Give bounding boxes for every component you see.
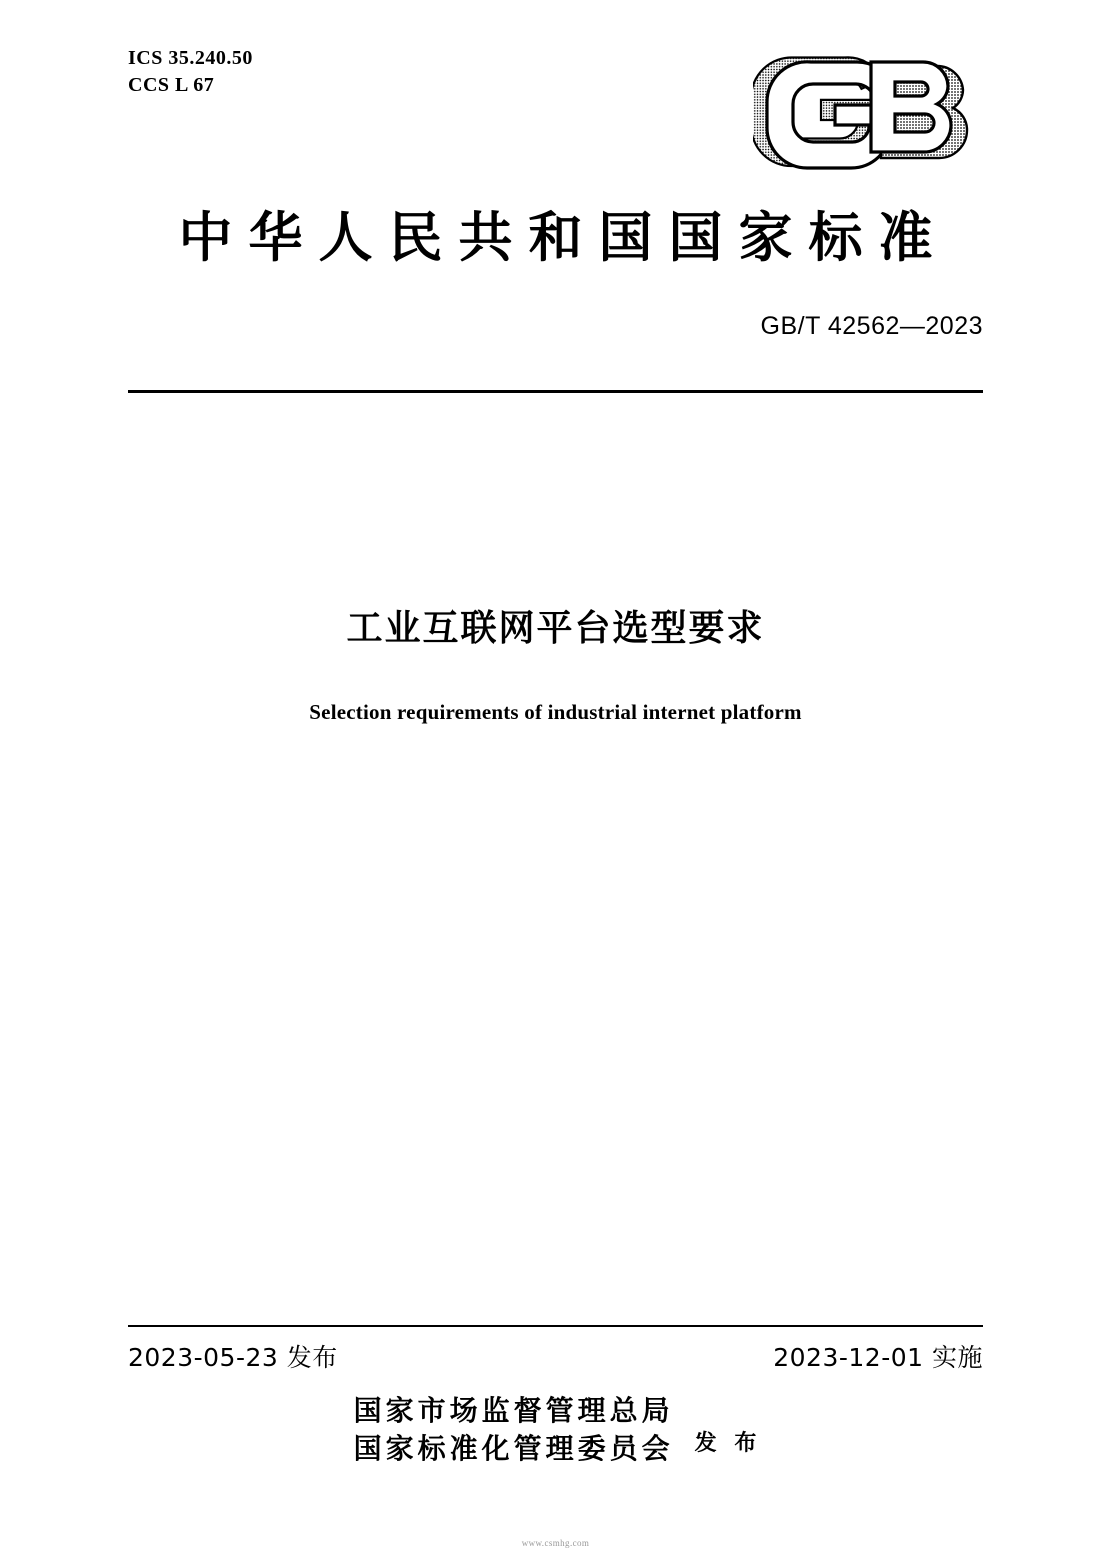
- ccs-code: CCS L 67: [128, 74, 215, 96]
- document-title-english: Selection requirements of industrial internet platform: [309, 700, 802, 724]
- gb-emblem-icon: [753, 52, 983, 174]
- publisher-verb: 发 布: [694, 1430, 762, 1456]
- implementation-date: 2023-12-01 实施: [773, 1343, 983, 1372]
- ics-code: ICS 35.240.50: [128, 47, 253, 69]
- divider-bottom: [128, 1325, 983, 1327]
- document-title-chinese: 工业互联网平台选型要求: [346, 608, 765, 649]
- divider-top: [128, 390, 983, 393]
- publisher-line-1: 国家市场监督管理总局: [353, 1394, 674, 1427]
- publisher-block: [0, 1392, 1111, 1468]
- footer-watermark: www.csmhg.com: [521, 1538, 590, 1548]
- standard-number: GB/T 42562—2023: [760, 312, 983, 340]
- issue-date: 2023-05-23 发布: [128, 1343, 338, 1372]
- publisher-line-2: 国家标准化管理委员会: [353, 1432, 674, 1465]
- page-title: 中华人民共和国国家标准: [178, 206, 949, 269]
- publisher-names: [350, 1392, 674, 1468]
- classification-codes: [128, 45, 253, 99]
